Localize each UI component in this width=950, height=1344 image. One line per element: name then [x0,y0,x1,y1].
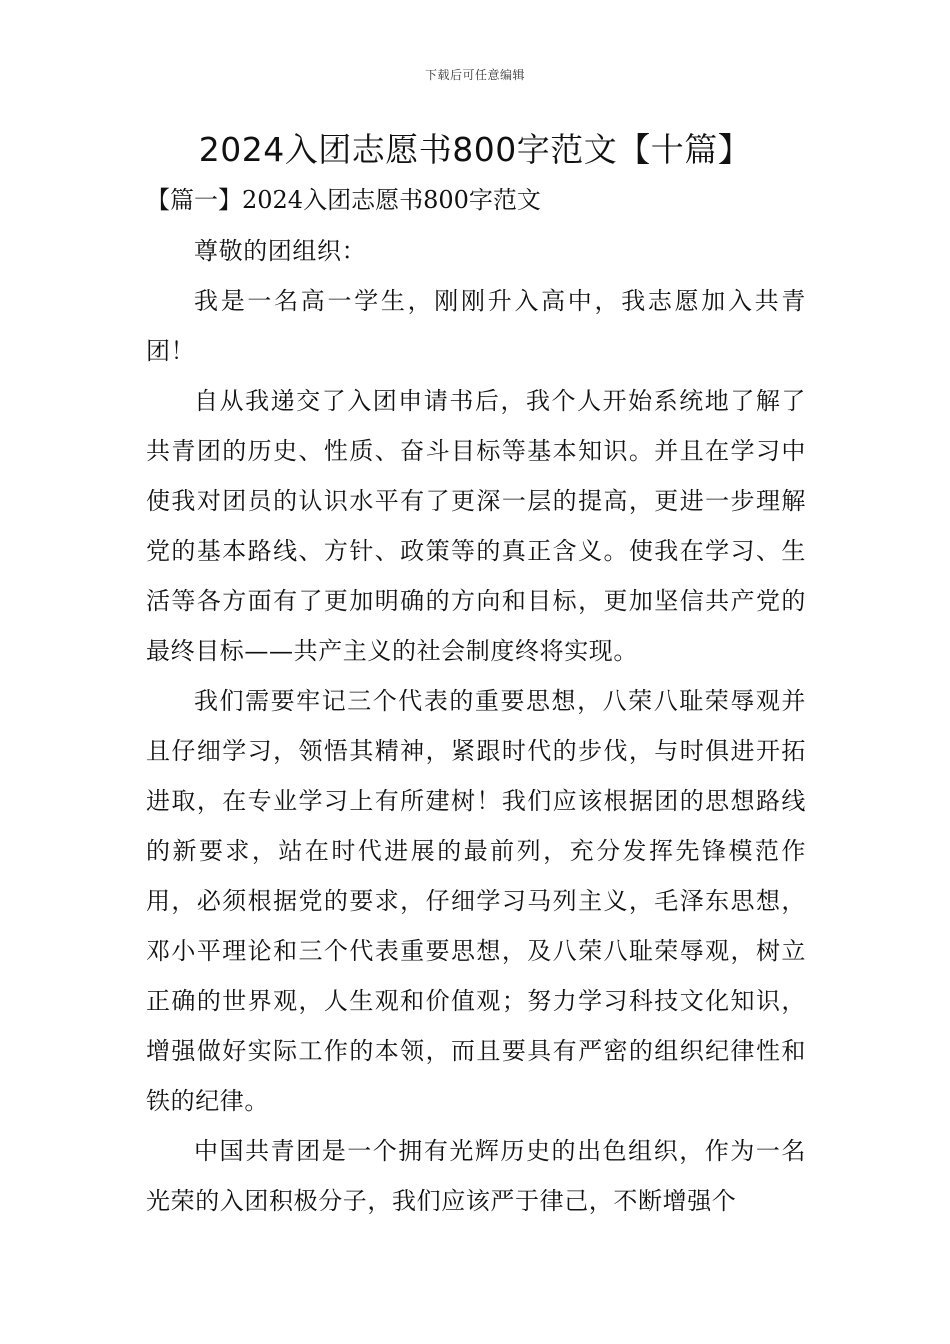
header-note: 下载后可任意编辑 [424,68,525,82]
document-body [146,226,806,1226]
document-title: 2024入团志愿书800字范文【十篇】 [198,130,752,169]
body-paragraph: 中国共青团是一个拥有光辉历史的出色组织，作为一名光荣的入团积极分子，我们应该严于律己，不断增强个 [146,1137,806,1215]
body-paragraph: 我们需要牢记三个代表的重要思想，八荣八耻荣辱观并且仔细学习，领悟其精神，紧跟时代的步伐，与时俱进开拓进取，在专业学习上有所建树！我们应该根据团的思想路线的新要求，站在时代进展的最前列，充分发挥先锋模范作用，必须根据党的要求，仔细学习马列主义，毛泽东思想，邓小平理论和三个代表重要思想，及八荣八耻荣辱观，树立正确的世界观，人生观和价值观；努力学习科技文化知识，增强做好实际工作的本领，而且要具有严密的组织纪律性和铁的纪律。 [146,687,806,1115]
section-heading: 【篇一】2024入团志愿书800字范文 [146,186,541,214]
body-paragraph: 自从我递交了入团申请书后，我个人开始系统地了解了共青团的历史、性质、奋斗目标等基本知识。并且在学习中使我对团员的认识水平有了更深一层的提高，更进一步理解党的基本路线、方针、政策等的真正含义。使我在学习、生活等各方面有了更加明确的方向和目标，更加坚信共产党的最终目标——共产主义的社会制度终将实现。 [146,387,806,665]
salutation: 尊敬的团组织： [194,237,367,265]
body-paragraph: 我是一名高一学生，刚刚升入高中，我志愿加入共青团！ [146,287,806,365]
